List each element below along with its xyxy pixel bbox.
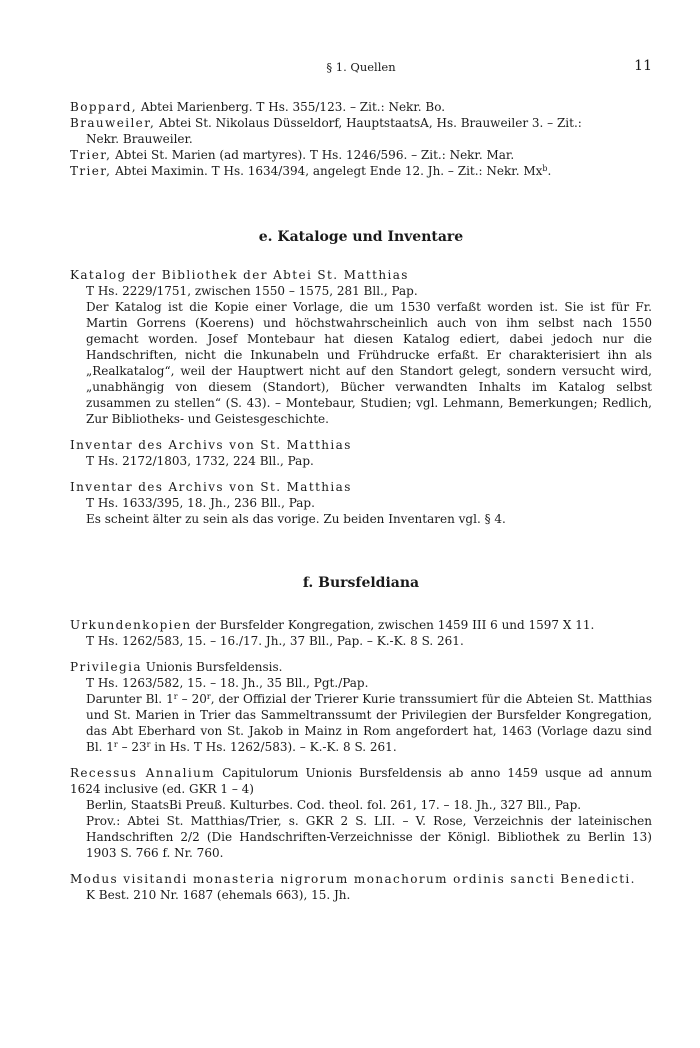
- shelfmark: T Hs. 2172/1803, 1732, 224 Bll., Pap.: [86, 454, 314, 468]
- entry-head: Urkundenkopien: [70, 618, 192, 632]
- entry-head: Trier,: [70, 164, 112, 178]
- section-heading: e. Kataloge und Inventare: [258, 229, 464, 245]
- entry-head: Inventar des Archivs von St. Matthias: [70, 480, 352, 494]
- entry-head: Brauweiler,: [70, 116, 156, 130]
- superscript: r: [113, 740, 118, 749]
- entry-head: Inventar des Archivs von St. Matthias: [70, 438, 352, 452]
- entry-head: Privilegia: [70, 660, 142, 674]
- bursfeld-entry: [70, 871, 652, 903]
- entry-text: Abtei St. Marien (ad martyres). T Hs. 1246/596. – Zit.: Nekr. Mar.: [111, 148, 515, 162]
- entry-description: Es scheint älter zu sein als das vorige. Zu beiden Inventaren vgl. § 4.: [86, 512, 506, 526]
- entry-text: Capitulorum Unionis Bursfeldensis ab anno 1459 usque ad annum 1624 inclusive (ed. GKR 1 – 4): [70, 766, 652, 796]
- superscript: r: [206, 692, 211, 701]
- entry-text: der Bursfelder Kongregation, zwischen 1459 III 6 und 1597 X 11.: [191, 618, 595, 632]
- text-run: Darunter Bl. 1: [86, 692, 174, 706]
- entry-head: Recessus Annalium: [70, 766, 216, 780]
- entry-head: Katalog der Bibliothek der Abtei St. Matthias: [70, 268, 409, 282]
- entry-description: [70, 691, 652, 755]
- entry-head: Trier,: [70, 148, 112, 162]
- shelfmark: T Hs. 1262/583, 15. – 16./17. Jh., 37 Bll., Pap. – K.-K. 8 S. 261.: [86, 634, 464, 648]
- list-item: [70, 147, 652, 163]
- shelfmark: T Hs. 2229/1751, zwischen 1550 – 1575, 281 Bll., Pap.: [86, 284, 418, 298]
- entry-description: Prov.: Abtei St. Matthias/Trier, s. GKR 2 S. LII. – V. Rose, Verzeichnis der lateinischen Handschriften 2/2 (Die Handschriften-Verzeichnisse der Königl. Bibliothek zu Berlin 13) 1903 S. 766 f. Nr. 760.: [86, 814, 652, 860]
- section-heading: f. Bursfeldiana: [302, 575, 420, 591]
- page-number: 11: [634, 58, 652, 74]
- entry-text: Abtei Maximin. T Hs. 1634/394, angelegt Ende 12. Jh. – Zit.: Nekr. Mx: [111, 164, 543, 178]
- inventory-entry: [70, 437, 652, 469]
- entry-head: Boppard,: [70, 100, 137, 114]
- entry-text-tail: .: [547, 164, 552, 178]
- shelfmark: Berlin, StaatsBi Preuß. Kulturbes. Cod. theol. fol. 261, 17. – 18. Jh., 327 Bll., Pap.: [86, 798, 582, 812]
- list-item: [70, 115, 652, 147]
- entry-description: Der Katalog ist die Kopie einer Vorlage, die um 1530 verfaßt worden ist. Sie ist für Fr. Martin Gorrens (Koerens) und höchstwahrscheinlich auch von ihm selbst nach 1550 gemacht worden. Josef Montebaur hat diesen Katalog ediert, dabei jedoch nur die Handschriften, nicht die Inkunabeln und Frühdrucke erfaßt. Er charakterisiert ihn als „Realkatalog“, weil der Hauptwert nicht auf den Standort gelegt, sondern versucht wird, „unabhängig von diesem (Standort), Bücher verwandten Inhalts im Katalog selbst zusammen zu stellen“ (S. 43). – Montebaur, Studien; vgl. Lehmann, Bemerkungen; Redlich, Zur Bibliotheks- und Geistesgeschichte.: [86, 300, 652, 426]
- text-run: , der Offizial der Trierer Kurie transsumiert für die Abteien St. Matthias und St. Marien in Trier das Sammeltranssumt der Privilegien der Bursfelder Kongregation, das Abt Eberhard von St. Jakob in Mainz in Rom angefordert hat, 1463 (Vorlage dazu sind Bl. 1: [86, 692, 652, 754]
- entry-text: Abtei St. Nikolaus Düsseldorf, HauptstaatsA, Hs. Brauweiler 3. – Zit.:: [155, 116, 582, 130]
- running-header-section: § 1. Quellen: [326, 60, 396, 74]
- shelfmark: K Best. 210 Nr. 1687 (ehemals 663), 15. Jh.: [86, 888, 351, 902]
- document-page: [70, 60, 652, 903]
- shelfmark: T Hs. 1263/582, 15. – 18. Jh., 35 Bll., Pgt./Pap.: [86, 676, 369, 690]
- inventory-entry: [70, 479, 652, 527]
- text-run: – 23: [117, 740, 147, 754]
- running-header: [70, 60, 652, 78]
- superscript: r: [173, 692, 178, 701]
- bursfeld-entry: [70, 659, 652, 755]
- list-item: [70, 99, 652, 115]
- list-item: [70, 163, 652, 179]
- entry-text: Abtei Marienberg. T Hs. 355/123. – Zit.: Nekr. Bo.: [137, 100, 446, 114]
- shelfmark: T Hs. 1633/395, 18. Jh., 236 Bll., Pap.: [86, 496, 315, 510]
- bursfeld-entry: [70, 617, 652, 649]
- entry-continuation: Nekr. Brauweiler.: [86, 132, 193, 146]
- superscript: r: [146, 740, 151, 749]
- text-run: in Hs. T Hs. 1262/583). – K.-K. 8 S. 261.: [150, 740, 397, 754]
- entry-text: Unionis Bursfeldensis.: [141, 660, 283, 674]
- entry-head: Modus visitandi monasteria nigrorum monachorum ordinis sancti Benedicti.: [70, 872, 636, 886]
- bursfeld-entry: [70, 765, 652, 861]
- nekrolog-list: [70, 99, 652, 179]
- catalog-entry: [70, 267, 652, 427]
- superscript: b: [542, 164, 548, 173]
- text-run: – 20: [177, 692, 207, 706]
